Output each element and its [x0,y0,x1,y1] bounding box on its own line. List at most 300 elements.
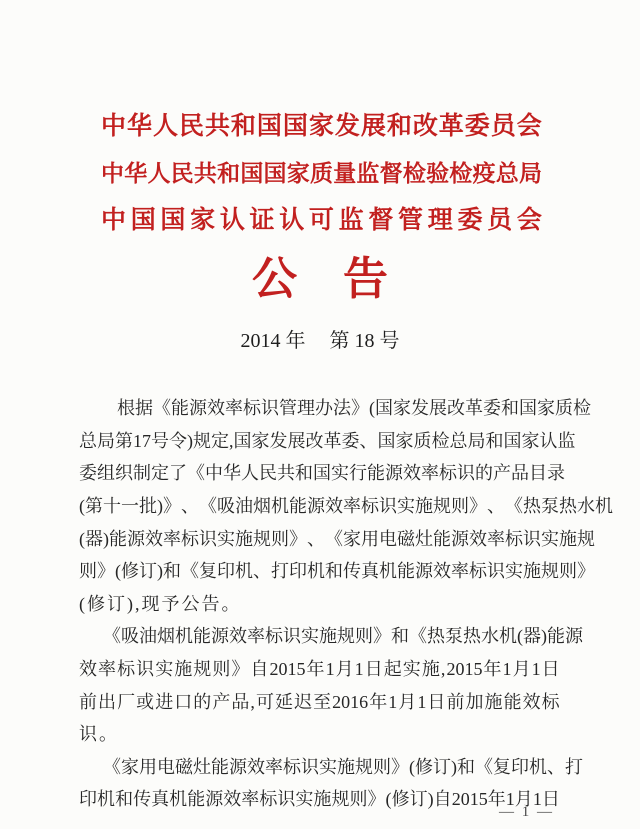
text-token: 织 [115,463,133,484]
text-token: 能 [187,789,206,810]
text-token: 和 [217,161,241,186]
text-token: 实 [295,789,314,810]
text-token: 委 [79,463,97,484]
issuing-authorities [101,103,542,244]
text-token: 展 [360,113,386,140]
text-token: 标 [361,496,379,517]
text-token: 规 [577,528,595,549]
text-token: 打 [271,561,289,582]
text-token: 率 [421,463,439,484]
text-token: 17 [133,430,151,451]
text-token: 实 [505,561,523,582]
text-token: 用 [139,756,157,777]
text-token: 华 [223,463,241,484]
text-token: 效 [403,463,421,484]
text-token: 展 [287,430,306,451]
text-token: 华 [126,113,152,140]
text-token: 能 [397,561,415,582]
text-token: 识 [79,724,97,745]
text-token: 共 [277,463,295,484]
text-token: 督 [368,207,394,234]
text-token: 和 [230,113,256,140]
text-token: 源 [565,626,583,647]
text-token: 真 [151,789,170,810]
text-token: 机 [235,561,253,582]
text-token: 第 [115,430,133,451]
text-token: 国 [519,398,537,419]
text-token: 烟 [253,496,271,517]
text-token: , [135,593,140,614]
text-token: 起 [383,659,402,680]
text-token: 传 [343,561,361,582]
text-token: 共 [193,161,217,186]
text-token: 公 [181,593,200,614]
text-token: 施 [319,626,337,647]
text-token: 人 [152,113,178,140]
text-token: 机 [379,561,397,582]
text-token: 水 [481,626,499,647]
text-token: 认 [219,207,245,234]
text-token: 效 [469,528,487,549]
text-token: 录 [547,463,565,484]
text-token: 电 [157,756,175,777]
text-token: 施 [559,528,577,549]
text-token: 率 [265,756,283,777]
text-token: ( [369,398,375,419]
text-token: 能 [171,398,189,419]
text-token: 源 [307,496,325,517]
text-token: 产 [493,463,511,484]
text-token: 1 [354,659,364,680]
text-token: 施 [415,496,433,517]
text-token: 复 [493,756,511,777]
text-token: ( [409,756,415,777]
text-token: 能 [211,756,229,777]
text-token: 迟 [294,691,313,712]
text-token: 2015 [269,659,306,680]
text-token: 识 [487,561,505,582]
text-token: 量 [333,161,357,186]
text-token: 率 [98,659,117,680]
text-token: 效 [207,398,225,419]
text-token: 实 [541,528,559,549]
text-token: 实 [402,659,421,680]
text-token: 《 [181,561,199,582]
text-token: 了 [169,463,187,484]
text-token: 规 [253,528,271,549]
text-token: 发 [334,113,360,140]
text-token: 识 [301,756,319,777]
text-token: 委 [457,207,483,234]
text-token: 效 [247,756,265,777]
text-token: 、 [253,561,271,582]
text-token: 制 [133,463,151,484]
text-token: 家 [537,398,555,419]
text-token: 。 [221,593,240,614]
text-token: 和 [115,789,134,810]
text-token: 家 [251,430,270,451]
text-token: 监 [557,430,576,451]
text-token: 中 [101,161,124,186]
text-token: 委 [464,113,490,140]
text-token: 》 [367,789,386,810]
body-line [79,555,595,588]
text-token: 机 [307,561,325,582]
text-token: 检 [449,161,473,186]
text-token: 现 [141,593,160,614]
text-token: ) [187,430,193,451]
text-token: 《 [153,398,171,419]
text-token: 组 [97,463,115,484]
text-token: 标 [469,561,487,582]
text-token: 热 [427,626,445,647]
text-token: 》 [289,528,307,549]
text-token: 1 [531,659,541,680]
text-token: 家 [121,756,139,777]
text-token: 员 [487,207,513,234]
issue-year: 2014 年 [240,330,306,352]
text-token: 标 [117,659,136,680]
text-token: 1 [388,691,398,712]
header-line [101,103,542,150]
text-token: 国 [282,113,308,140]
text-token: 月 [335,659,354,680]
text-token: 会 [516,113,542,140]
text-token: 总 [495,161,519,186]
text-token: 检 [431,430,450,451]
text-token: 委 [341,430,360,451]
text-token: 员 [490,113,516,140]
text-token: 检 [402,161,426,186]
text-token: 产 [212,691,231,712]
text-token: 规 [193,659,212,680]
issue-number-line [0,330,640,352]
text-token: 《 [103,756,121,777]
text-token: 月 [398,691,417,712]
text-token: 规 [355,756,373,777]
text-token: 识 [199,528,217,549]
text-token: 热 [523,496,541,517]
text-token: 》 [163,496,181,517]
text-token: 国 [503,430,522,451]
text-token: 局 [97,430,115,451]
text-token: 标 [243,398,261,419]
text-token: 至 [313,691,332,712]
text-token: 总 [449,430,468,451]
text-token: ) [541,626,547,647]
text-token: 革 [438,113,464,140]
text-token: 质 [413,430,432,451]
text-token: 修 [391,789,410,810]
body-line [79,685,560,718]
text-token: 水 [577,496,595,517]
text-token: 告 [201,593,220,614]
text-token: 源 [415,561,433,582]
text-token: 》 [373,626,391,647]
text-token: 实 [331,463,349,484]
body-line [79,751,583,784]
text-token: 国 [313,463,331,484]
text-token: 检 [573,398,591,419]
text-token: 率 [163,528,181,549]
text-token: 识 [277,789,296,810]
text-token: 认 [539,430,558,451]
text-token: 识 [457,463,475,484]
text-token: 施 [235,528,253,549]
text-token: 管 [398,207,424,234]
text-token: 和 [295,463,313,484]
text-token: 则 [271,528,289,549]
text-token: 家 [190,207,216,234]
text-token: 订 [139,561,157,582]
text-token: 和 [457,756,475,777]
text-token: ) [451,756,457,777]
text-token: 国 [130,207,156,234]
text-token: 则 [559,561,577,582]
body-line [79,425,576,458]
text-token: 根 [117,398,135,419]
text-token: 泵 [445,626,463,647]
text-token: 民 [259,463,277,484]
text-token: ) [157,561,163,582]
text-token: 可 [308,207,334,234]
text-token: 月 [512,659,531,680]
text-token: 认 [279,207,305,234]
body-text [79,392,613,816]
header-line [101,197,542,244]
text-token: 家 [343,528,361,549]
text-token: 实 [217,528,235,549]
text-token: 年 [483,659,502,680]
text-token: 电 [379,528,397,549]
text-token: 印 [79,789,97,810]
text-token: 1 [325,659,335,680]
text-token: 率 [343,496,361,517]
text-token: 能 [433,528,451,549]
text-token: ( [79,528,85,549]
text-token: 国 [377,430,396,451]
text-token: 品 [511,463,529,484]
text-token: 标 [265,626,283,647]
text-token: 自 [250,659,269,680]
text-token: 前 [79,691,97,712]
text-token: 2015 [451,789,488,810]
text-token: 》 [231,659,250,680]
text-token: 效 [229,626,247,647]
text-token: 日 [541,659,560,680]
text-token: 家 [286,161,310,186]
text-token: 目 [529,463,547,484]
text-token: 器 [523,626,541,647]
text-token: 1 [502,659,512,680]
text-token: 共 [204,113,230,140]
text-token: 月 [514,789,533,810]
text-token: 《 [505,496,523,517]
text-token: 国 [256,113,282,140]
text-token: ) [103,528,109,549]
text-token: 源 [451,528,469,549]
text-token: 中 [205,463,223,484]
text-token: 施 [421,659,440,680]
text-token: 会 [516,207,542,234]
text-token: 前 [446,691,465,712]
text-token: 机 [169,789,188,810]
text-token: 则 [79,561,97,582]
text-token: 源 [229,756,247,777]
text-token: 机 [97,789,116,810]
text-token: 督 [379,161,403,186]
text-token: 年 [369,691,388,712]
text-token: 号 [151,430,169,451]
text-token: 》 [577,561,595,582]
text-token: 率 [247,626,265,647]
text-token: 发 [269,430,288,451]
text-token: 总 [79,430,97,451]
body-line [79,783,560,816]
text-token: 印 [511,756,529,777]
text-token: 打 [565,756,583,777]
text-token: 和 [386,113,412,140]
body-line [79,653,560,686]
text-token: 管 [279,398,297,419]
text-token: 家 [521,430,540,451]
text-token: 的 [475,463,493,484]
text-token: 机 [175,626,193,647]
text-token: 订 [409,789,428,810]
text-token: 和 [163,561,181,582]
text-token: 发 [411,398,429,419]
text-token: 磁 [397,528,415,549]
text-token: 疫 [472,161,496,186]
text-token: 识 [523,528,541,549]
text-token: 定 [211,430,229,451]
text-token: 和 [485,430,504,451]
text-token: 加 [465,691,484,712]
text-token: ( [517,626,523,647]
text-token: 国 [233,430,252,451]
text-token: 识 [136,659,155,680]
text-token: 理 [427,207,453,234]
text-token: 一 [121,496,139,517]
text-token: 1 [505,789,515,810]
text-token: 泵 [541,496,559,517]
text-token: 国 [160,207,186,234]
text-token: 证 [249,207,275,234]
text-token: 和 [391,626,409,647]
body-line [79,457,565,490]
text-token: , [250,691,255,712]
page-number: — 1 — [499,804,554,820]
text-token: 则 [212,659,231,680]
text-token: 能 [289,496,307,517]
text-token: 十 [103,496,121,517]
text-token: ( [79,593,85,614]
text-token: 效 [145,528,163,549]
text-token: 委 [483,398,501,419]
text-token: 率 [451,561,469,582]
text-token: 改 [305,430,324,451]
text-token: 民 [178,113,204,140]
text-token: 人 [241,463,259,484]
text-token: 率 [487,528,505,549]
text-token: 施 [484,691,503,712]
text-token: 国 [263,161,287,186]
body-line [79,392,591,425]
text-token: 源 [127,528,145,549]
text-token: 延 [275,691,294,712]
text-token: 进 [155,691,174,712]
text-token: 国 [240,161,264,186]
text-token: 改 [447,398,465,419]
text-token: ( [115,561,121,582]
text-token: 标 [439,463,457,484]
text-token: 能 [109,528,127,549]
text-token: 家 [308,113,334,140]
text-token: 效 [223,789,242,810]
text-token: 改 [412,113,438,140]
text-token: 用 [361,528,379,549]
text-token: 和 [325,561,343,582]
text-token: 真 [361,561,379,582]
text-token: 批 [139,496,157,517]
text-token: 热 [463,626,481,647]
text-token: 》 [351,398,369,419]
text-token: 规 [193,430,211,451]
text-token: 、 [181,496,199,517]
text-token: 年 [487,789,506,810]
text-token: 、 [359,430,378,451]
text-token: 1 [532,789,542,810]
text-token: 国 [375,398,393,419]
text-token: 效 [325,496,343,517]
text-token: 标 [181,528,199,549]
text-token: , [440,659,446,680]
text-token: 能 [193,626,211,647]
text-token: 效 [79,659,97,680]
text-token: 、 [307,528,325,549]
text-token: 理 [297,398,315,419]
text-token: 家 [395,430,414,451]
text-token: 》 [391,756,409,777]
text-token: 验 [426,161,450,186]
text-token: 办 [315,398,333,419]
text-token: 和 [501,398,519,419]
text-token: 法 [333,398,351,419]
text-token: 出 [98,691,117,712]
text-token: 订 [433,756,451,777]
text-token: 》 [469,496,487,517]
text-token: 令 [169,430,187,451]
text-token: 监 [356,161,380,186]
text-token: ) [127,593,133,614]
text-token: 源 [211,626,229,647]
text-token: 日 [541,789,560,810]
text-token: 施 [174,659,193,680]
text-token: 《 [475,756,493,777]
text-token: 识 [261,398,279,419]
text-token: 规 [331,789,350,810]
text-token: 源 [189,398,207,419]
text-token: 机 [595,496,613,517]
text-token: 标 [541,691,560,712]
text-token: 第 [85,496,103,517]
text-token: 《 [103,626,121,647]
text-token: 公 [251,254,297,304]
text-token: 则 [373,756,391,777]
text-token: 施 [313,789,332,810]
text-token: 《 [409,626,427,647]
body-line [79,620,583,653]
